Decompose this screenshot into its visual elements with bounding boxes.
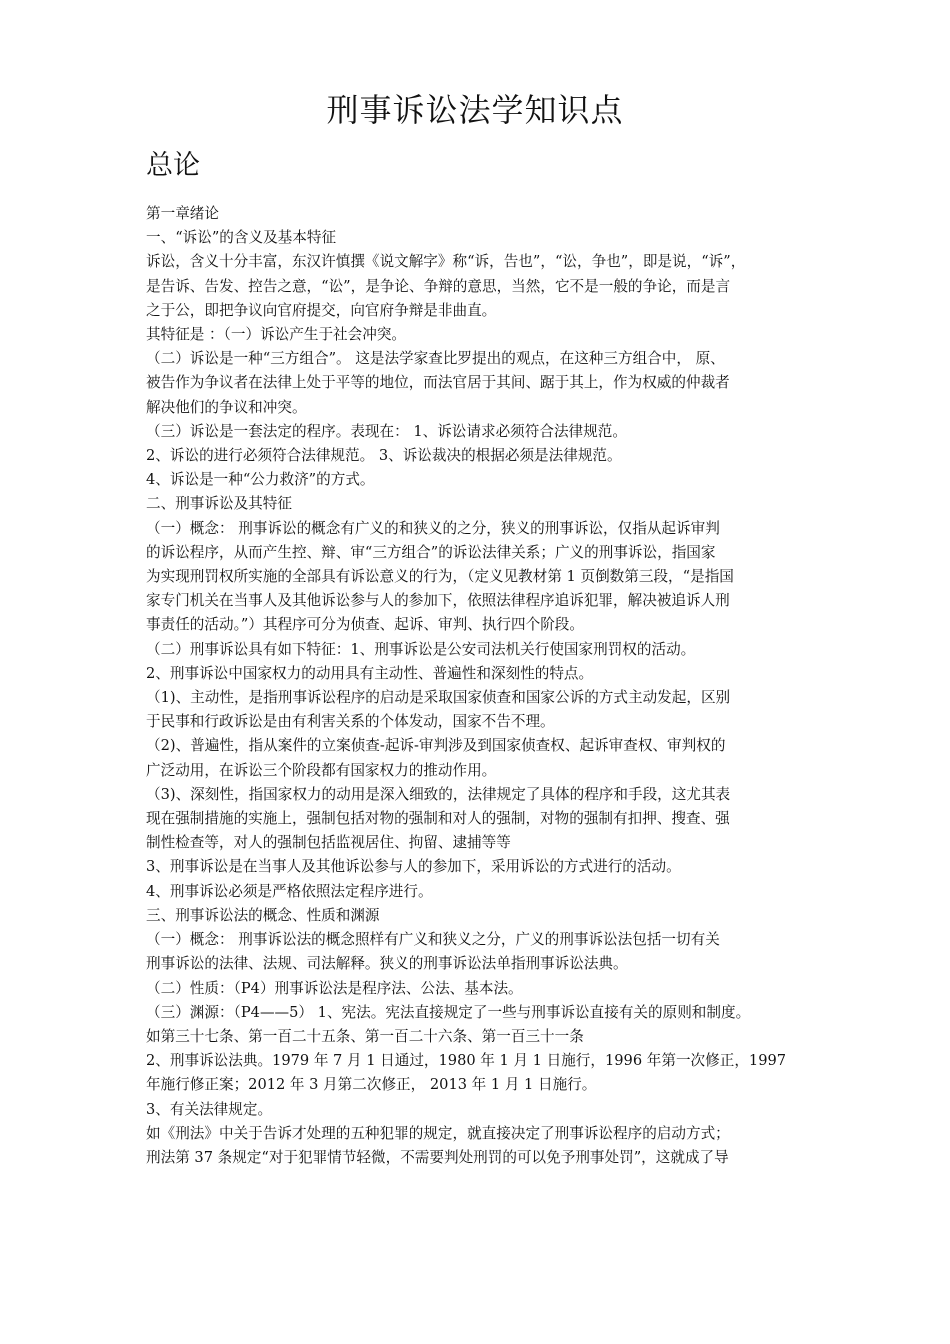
text-line: （二）诉讼是一种“三方组合”。 这是法学家查比罗提出的观点，在这种三方组合中， 原、 bbox=[146, 350, 725, 368]
text-line: 如《刑法》中关于告诉才处理的五种犯罪的规定，就直接决定了刑事诉讼程序的启动方式； bbox=[146, 1124, 730, 1142]
text-line: 4、诉讼是一种“公力救济”的方式。 bbox=[146, 471, 375, 489]
text-line: 刑法第 37 条规定“对于犯罪情节轻微，不需要判处刑罚的可以免予刑事处罚”，这就成了导 bbox=[146, 1148, 729, 1166]
text-line: 解决他们的争议和冲突。 bbox=[146, 398, 307, 416]
text-line: 第一章绪论 bbox=[146, 205, 219, 222]
document-title: 刑事诉讼法学知识点 bbox=[326, 91, 624, 129]
text-line: 2、诉讼的进行必须符合法律规范。 3、诉讼裁决的根据必须是法律规范。 bbox=[146, 447, 622, 465]
text-line: 是告诉、告发、控告之意，“讼”，是争论、争辩的意思，当然，它不是一般的争论，而是言 bbox=[146, 277, 731, 295]
text-line: 3、有关法律规定。 bbox=[146, 1100, 273, 1118]
text-line: 诉讼，含义十分丰富，东汉许慎撰《说文解字》称“诉，告也”，“讼，争也”，即是说，“诉”， bbox=[146, 253, 746, 271]
text-line: （一）概念： 刑事诉讼的概念有广义的和狭义的之分，狭义的刑事诉讼，仅指从起诉审判 bbox=[146, 519, 720, 537]
text-line: 2、刑事诉讼中国家权力的动用具有主动性、普遍性和深刻性的特点。 bbox=[146, 664, 594, 682]
text-line: （3)、深刻性，指国家权力的动用是深入细致的，法律规定了具体的程序和手段，这尤其表 bbox=[146, 785, 731, 803]
text-line: （三）诉讼是一套法定的程序。表现在： 1、诉讼请求必须符合法律规范。 bbox=[146, 422, 627, 440]
text-line: 广泛动用，在诉讼三个阶段都有国家权力的推动作用。 bbox=[146, 761, 497, 779]
text-line: 于民事和行政诉讼是由有利害关系的个体发动，国家不告不理。 bbox=[146, 713, 555, 731]
text-line: （2)、普遍性，指从案件的立案侦查-起诉-审判涉及到国家侦查权、起诉审查权、审判权的 bbox=[146, 737, 726, 755]
section-heading: 总论 bbox=[146, 150, 200, 181]
text-line: 年施行修正案；2012 年 3 月第二次修正， 2013 年 1 月 1 日施行。 bbox=[146, 1076, 597, 1094]
text-line: 事责任的活动。”）其程序可分为侦查、起诉、审判、执行四个阶段。 bbox=[146, 616, 584, 634]
text-line: （三）渊源：（P4——5） 1、宪法。宪法直接规定了一些与刑事诉讼直接有关的原则和制度。 bbox=[146, 1003, 751, 1021]
text-line: 4、刑事诉讼必须是严格依照法定程序进行。 bbox=[146, 882, 433, 900]
text-line: 的诉讼程序，从而产生控、辩、审“三方组合”的诉讼法律关系；广义的刑事诉讼，指国家 bbox=[146, 543, 716, 561]
text-line: 如第三十七条、第一百二十五条、第一百二十六条、第一百三十一条 bbox=[146, 1027, 584, 1045]
text-line: 三、刑事诉讼法的概念、性质和渊源 bbox=[146, 906, 380, 924]
text-line: 制性检查等，对人的强制包括监视居住、拘留、逮捕等等 bbox=[146, 834, 511, 852]
text-line: （一）概念： 刑事诉讼法的概念照样有广义和狭义之分，广义的刑事诉讼法包括一切有关 bbox=[146, 931, 720, 949]
text-line: 其特征是 ：（一）诉讼产生于社会冲突。 bbox=[146, 326, 407, 344]
text-line: 家专门机关在当事人及其他诉讼参与人的参加下，依照法律程序追诉犯罪，解决被追诉人刑 bbox=[146, 592, 730, 610]
text-line: （二）性质：（P4）刑事诉讼法是程序法、公法、基本法。 bbox=[146, 979, 523, 997]
text-line: 3、刑事诉讼是在当事人及其他诉讼参与人的参加下，采用诉讼的方式进行的活动。 bbox=[146, 858, 681, 876]
text-line: 一、“诉讼”的含义及基本特征 bbox=[146, 229, 337, 247]
text-line: 之于公，即把争议向官府提交，向官府争辩是非曲直。 bbox=[146, 301, 497, 319]
text-line: 现在强制措施的实施上，强制包括对物的强制和对人的强制，对物的强制有扣押、搜查、强 bbox=[146, 810, 730, 828]
document-body bbox=[146, 202, 816, 1170]
text-line: 二、刑事诉讼及其特征 bbox=[146, 495, 292, 513]
text-line: 被告作为争议者在法律上处于平等的地位，而法官居于其间、踞于其上，作为权威的仲裁者 bbox=[146, 374, 730, 392]
text-line: 刑事诉讼的法律、法规、司法解释。狭义的刑事诉讼法单指刑事诉讼法典。 bbox=[146, 955, 628, 973]
text-line: （二）刑事诉讼具有如下特征：1、刑事诉讼是公安司法机关行使国家刑罚权的活动。 bbox=[146, 640, 696, 658]
text-line: （1)、主动性，是指刑事诉讼程序的启动是采取国家侦查和国家公诉的方式主动发起，区别 bbox=[146, 689, 731, 707]
text-line: 为实现刑罚权所实施的全部具有诉讼意义的行为，（定义见教材第 1 页倒数第三段，“是指国 bbox=[146, 568, 734, 586]
text-line: 2、刑事诉讼法典。1979 年 7 月 1 日通过，1980 年 1 月 1 日施行，1996 年第一次修正，1997 bbox=[146, 1052, 787, 1070]
